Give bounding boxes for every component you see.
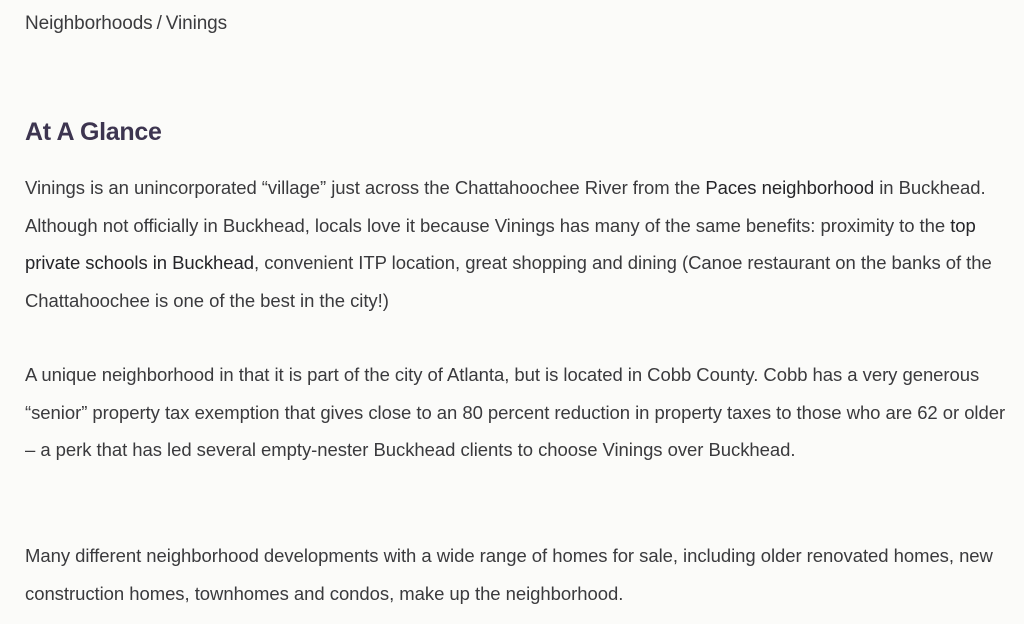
breadcrumb-current: Vinings: [165, 13, 228, 34]
breadcrumb-link-neighborhoods[interactable]: Neighborhoods: [25, 13, 153, 34]
paragraph-intro-text-c: , convenient ITP location, great shopping and dining (Canoe restaurant on the banks of the Chattahoochee is one of the best in the city!): [25, 252, 992, 311]
paragraph-tax: A unique neighborhood in that it is part of the city of Atlanta, but is located in Cobb County. Cobb has a very generous “senior” property tax exemption that gives close to an 80 percent reduction in property taxes to those who are 62 or older – a perk that has led several empty-nester Buckhead clients to choose Vinings over Buckhead.: [25, 364, 1006, 460]
paragraph-homes: Many different neighborhood developments with a wide range of homes for sale, including older renovated homes, new construction homes, townhomes and condos, make up the neighborhood.: [25, 545, 993, 604]
private-schools-link[interactable]: top private schools in Buckhead: [25, 214, 976, 273]
section-title: At A Glance: [25, 118, 162, 146]
paces-neighborhood-link[interactable]: Paces neighborhood: [705, 177, 875, 198]
paragraph-intro-text-a: Vinings is an unincorporated “village” just across the Chattahoochee River from the: [25, 177, 706, 198]
breadcrumb: [25, 13, 227, 35]
paragraph-intro: [25, 169, 1010, 319]
breadcrumb-separator: /: [156, 13, 162, 34]
paragraph-intro-text-b: in Buckhead. Although not officially in Buckhead, locals love it because Vinings has many of the same benefits: proximity to the: [25, 177, 986, 236]
